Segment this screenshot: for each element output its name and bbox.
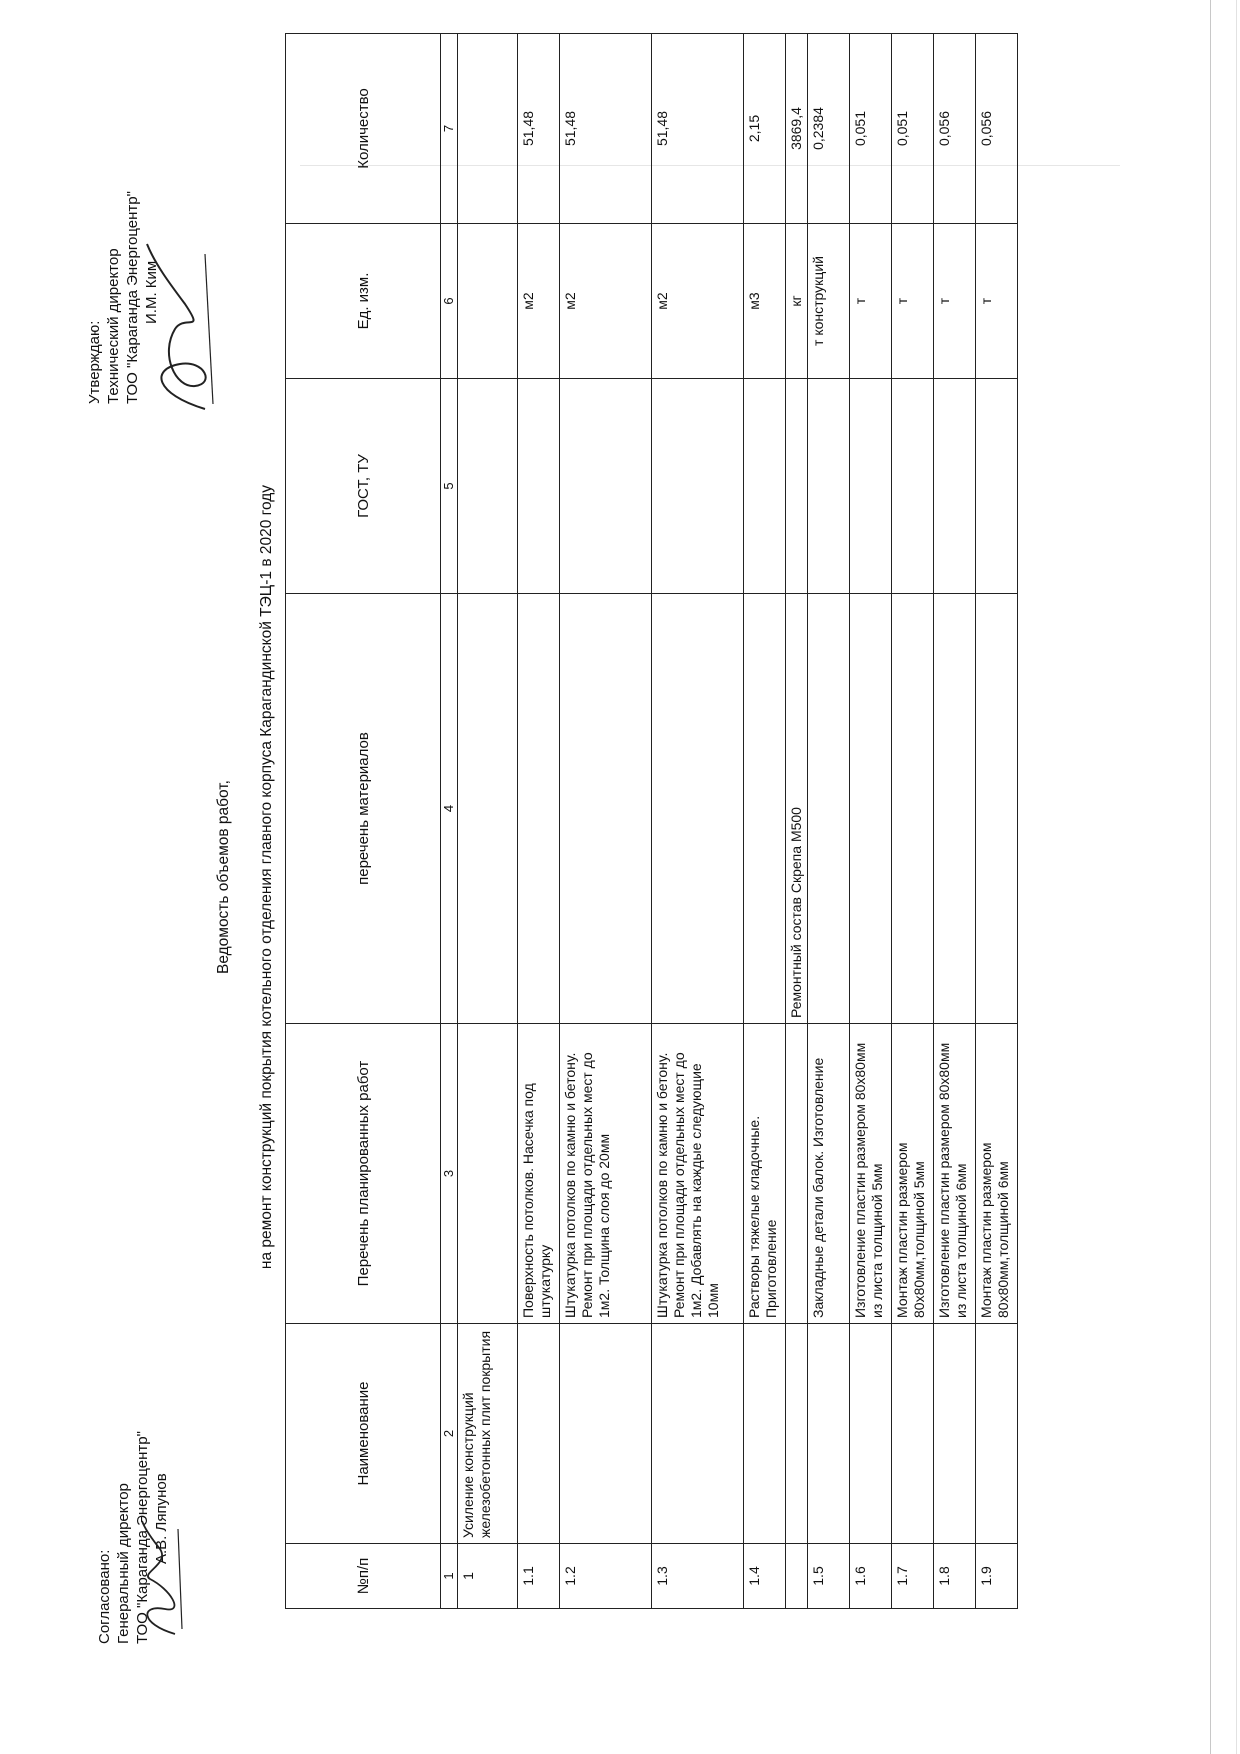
- row-no: [786, 1544, 808, 1609]
- signature-agreement: [130, 1519, 190, 1639]
- row-work: Штукатурка потолков по камню и бетону. Ремонт при площади отдельных мест до 1м2. Толщина слоя до 20мм: [560, 1024, 652, 1324]
- row-gost: [850, 379, 892, 594]
- row-qty: 3869,4: [786, 34, 808, 224]
- row-unit: т: [892, 224, 934, 379]
- row-work: [458, 1024, 518, 1324]
- row-name: [744, 1324, 786, 1544]
- col-number: 2: [441, 1324, 458, 1544]
- agreement-heading: Согласовано:: [96, 1549, 113, 1644]
- row-unit: м2: [518, 224, 560, 379]
- row-unit: кг: [786, 224, 808, 379]
- row-work: Изготовление пластин размером 80x80мм из листа толщиной 6мм: [934, 1024, 976, 1324]
- column-number-row: [441, 34, 458, 1609]
- row-material: [458, 594, 518, 1024]
- table-row: [744, 34, 786, 1609]
- row-material: Ремонтный состав Скрепа М500: [786, 594, 808, 1024]
- row-no: 1.4: [744, 1544, 786, 1609]
- table-row: [786, 34, 808, 1609]
- header-materials: перечень материалов: [286, 594, 441, 1024]
- row-gost: [560, 379, 652, 594]
- row-name: Усиление конструкций железобетонных плит покрытия: [458, 1324, 518, 1544]
- table-row: [652, 34, 744, 1609]
- table-row: [850, 34, 892, 1609]
- row-qty: 0,056: [934, 34, 976, 224]
- row-unit: м2: [560, 224, 652, 379]
- approval-heading: Утверждаю:: [86, 320, 103, 404]
- document-title: Ведомость объемов работ,: [215, 780, 232, 974]
- row-unit: [458, 224, 518, 379]
- row-material: [850, 594, 892, 1024]
- row-name: [934, 1324, 976, 1544]
- row-unit: м2: [652, 224, 744, 379]
- col-number: 7: [441, 34, 458, 224]
- col-number: 3: [441, 1024, 458, 1324]
- row-gost: [976, 379, 1018, 594]
- agreement-name: А.В. Ляпунов: [153, 1473, 170, 1564]
- row-name: [560, 1324, 652, 1544]
- row-work: Закладные детали балок. Изготовление: [808, 1024, 850, 1324]
- approval-org: ТОО "Караганда Энергоцентр": [124, 191, 141, 404]
- document-subtitle: на ремонт конструкций покрытия котельного отделения главного корпуса Карагандинской ТЭЦ-1 в 2020 году: [258, 484, 275, 1270]
- row-name: [652, 1324, 744, 1544]
- table-row: [560, 34, 652, 1609]
- col-number: 4: [441, 594, 458, 1024]
- row-material: [808, 594, 850, 1024]
- col-number: 1: [441, 1544, 458, 1609]
- row-name: [808, 1324, 850, 1544]
- col-number: 6: [441, 224, 458, 379]
- row-material: [976, 594, 1018, 1024]
- row-work: Растворы тяжелые кладочные. Приготовление: [744, 1024, 786, 1324]
- row-qty: [458, 34, 518, 224]
- row-qty: 51,48: [652, 34, 744, 224]
- row-name: [892, 1324, 934, 1544]
- header-unit: Ед. изм.: [286, 224, 441, 379]
- table-row: [458, 34, 518, 1609]
- header-name: Наименование: [286, 1324, 441, 1544]
- row-unit: т: [976, 224, 1018, 379]
- col-number: 5: [441, 379, 458, 594]
- row-no: 1.5: [808, 1544, 850, 1609]
- row-qty: 0,2384: [808, 34, 850, 224]
- row-unit: м3: [744, 224, 786, 379]
- row-gost: [808, 379, 850, 594]
- row-work: [786, 1024, 808, 1324]
- row-work: Поверхность потолков. Насечка под штукатурку: [518, 1024, 560, 1324]
- agreement-org: ТОО "Караганда Энергоцентр": [134, 1431, 151, 1644]
- row-gost: [892, 379, 934, 594]
- row-no: 1.7: [892, 1544, 934, 1609]
- table-row: [934, 34, 976, 1609]
- row-qty: 0,051: [850, 34, 892, 224]
- row-gost: [652, 379, 744, 594]
- row-unit: т: [850, 224, 892, 379]
- row-material: [934, 594, 976, 1024]
- row-no: 1.1: [518, 1544, 560, 1609]
- header-no: №п/п: [286, 1544, 441, 1609]
- table-row: [808, 34, 850, 1609]
- row-material: [892, 594, 934, 1024]
- row-gost: [786, 379, 808, 594]
- row-unit: т конструкций: [808, 224, 850, 379]
- agreement-position: Генеральный директор: [115, 1483, 132, 1644]
- row-no: 1: [458, 1544, 518, 1609]
- row-qty: 51,48: [560, 34, 652, 224]
- row-no: 1.2: [560, 1544, 652, 1609]
- table-row: [518, 34, 560, 1609]
- row-no: 1.3: [652, 1544, 744, 1609]
- row-qty: 0,056: [976, 34, 1018, 224]
- row-gost: [934, 379, 976, 594]
- row-qty: 0,051: [892, 34, 934, 224]
- row-unit: т: [934, 224, 976, 379]
- approval-position: Технический директор: [105, 248, 122, 404]
- row-work: Монтаж пластин размером 80x80мм,толщиной 5мм: [892, 1024, 934, 1324]
- row-work: Монтаж пластин размером 80x80мм,толщиной 6мм: [976, 1024, 1018, 1324]
- work-volume-table: [285, 33, 1018, 1609]
- header-work: Перечень планированных работ: [286, 1024, 441, 1324]
- row-material: [652, 594, 744, 1024]
- row-name: [786, 1324, 808, 1544]
- row-name: [518, 1324, 560, 1544]
- header-qty: Количество: [286, 34, 441, 224]
- row-no: 1.9: [976, 1544, 1018, 1609]
- row-material: [518, 594, 560, 1024]
- signature-approval: [135, 234, 225, 424]
- row-work: Изготовление пластин размером 80x80мм из листа толщиной 5мм: [850, 1024, 892, 1324]
- row-gost: [744, 379, 786, 594]
- table-header-row: [286, 34, 441, 1609]
- row-name: [850, 1324, 892, 1544]
- approval-name: И.М. Ким: [143, 260, 160, 324]
- table-row: [976, 34, 1018, 1609]
- row-no: 1.8: [934, 1544, 976, 1609]
- row-gost: [518, 379, 560, 594]
- header-gost: ГОСТ, ТУ: [286, 379, 441, 594]
- row-material: [744, 594, 786, 1024]
- row-no: 1.6: [850, 1544, 892, 1609]
- row-work: Штукатурка потолков по камню и бетону. Ремонт при площади отдельных мест до 1м2. Добавлять на каждые следующие 10мм: [652, 1024, 744, 1324]
- row-gost: [458, 379, 518, 594]
- row-qty: 2,15: [744, 34, 786, 224]
- row-material: [560, 594, 652, 1024]
- row-name: [976, 1324, 1018, 1544]
- table-row: [892, 34, 934, 1609]
- row-qty: 51,48: [518, 34, 560, 224]
